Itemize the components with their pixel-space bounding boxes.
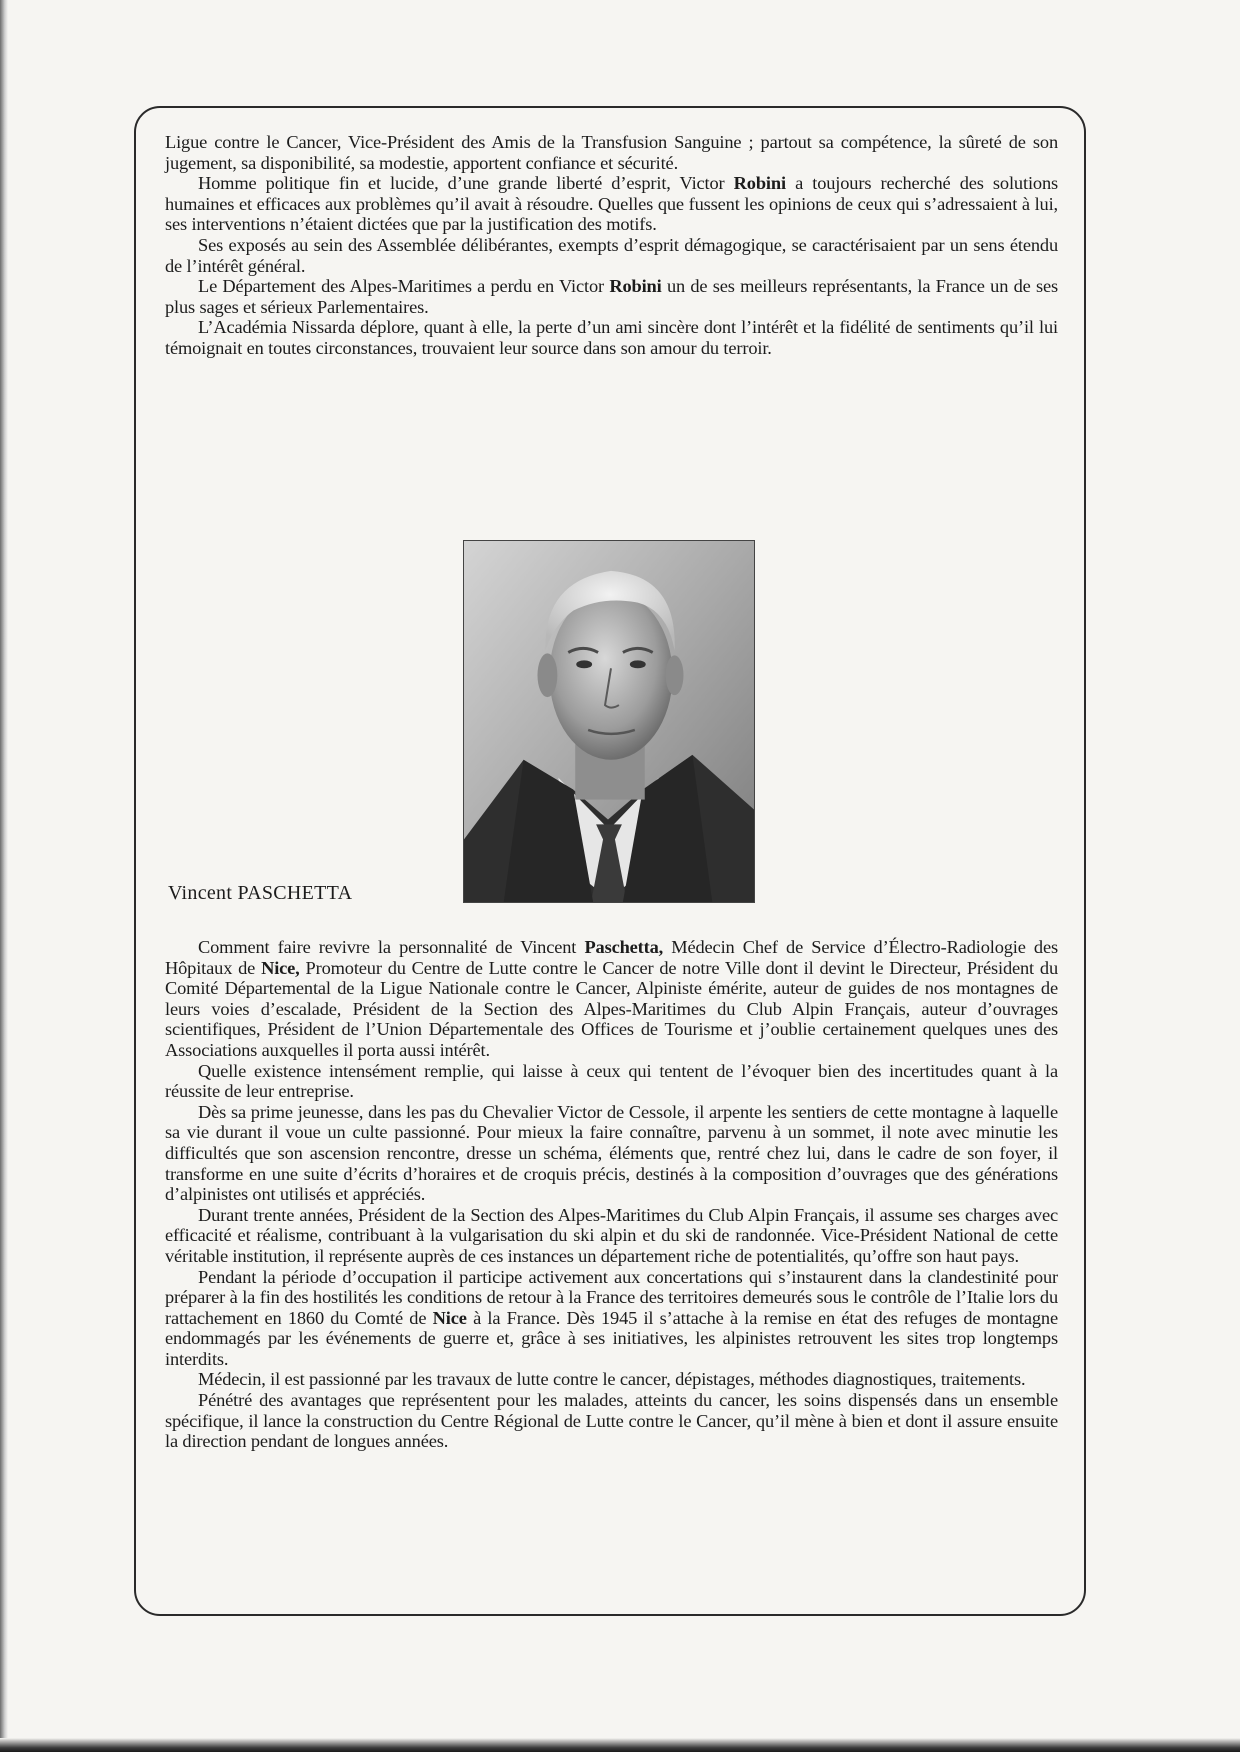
bold-name: Robini	[609, 276, 662, 297]
text-run: a toujours recherché des solutions humaines et efficaces aux problèmes qu’il avait à résoudre. Quelles que fussent les opinions de ceux qui s’adressaient à lui, ses interventions n’étaient dictées que par la justification des motifs.	[165, 173, 1058, 235]
text-run: Ses exposés au sein des Assemblée délibérantes, exempts d’esprit démagogique, se caractérisaient par un sens étendu de l’intérêt général.	[165, 234, 1058, 276]
text-run: Durant trente années, Président de la Section des Alpes-Maritimes du Club Alpin Français, il assume ses charges avec efficacité et réalisme, contribuant à la vulgarisation du ski alpin et du ski de randonnée. Vice-Président National de cette véritable institution, il représente auprès de ces instances un département riche de potentialités, qu’offre son haut pays.	[165, 1204, 1058, 1266]
paragraph	[165, 173, 1058, 235]
text-run: Homme politique fin et lucide, d’une grande liberté d’esprit, Victor	[198, 173, 734, 194]
text-block-top	[165, 132, 1058, 359]
bold-name: Nice	[432, 1307, 467, 1328]
paragraph	[165, 276, 1058, 317]
text-block-bottom	[165, 937, 1058, 1452]
paragraph	[165, 235, 1058, 276]
paragraph	[165, 1267, 1058, 1370]
text-run: un de ses meilleurs représentants, la France un de ses plus sages et sérieux Parlementaires.	[165, 276, 1058, 317]
bold-name: Robini	[733, 173, 786, 194]
paragraph	[165, 1102, 1058, 1205]
text-run: Ligue contre le Cancer, Vice-Président des Amis de la Transfusion Sanguine ; partout sa compétence, la sûreté de son jugement, sa disponibilité, sa modestie, apportent confiance et sécurité.	[165, 132, 1058, 173]
text-run: à la France. Dès 1945 il s’attache à la remise en état des refuges de montagne endommagés par les événements de guerre et, grâce à ses initiatives, les alpinistes retrouvent les sites trop longtemps interdits.	[165, 1307, 1058, 1369]
bold-name: Nice,	[261, 957, 300, 978]
scan-edge-left	[0, 0, 8, 1752]
text-run: L’Académia Nissarda déplore, quant à elle, la perte d’un ami sincère dont l’intérêt et la fidélité de sentiments qu’il lui témoignait en toutes circonstances, trouvaient leur source dans son amour du terroir.	[165, 317, 1058, 358]
text-run: Quelle existence intensément remplie, qui laisse à ceux qui tentent de l’évoquer bien des incertitudes quant à la réussite de leur entreprise.	[165, 1060, 1058, 1102]
text-run: Pénétré des avantages que représentent pour les malades, atteints du cancer, les soins dispensés dans un ensemble spécifique, il lance la construction du Centre Régional de Lutte contre le Cancer, qu’il mène à bien et dont il assure ensuite la direction pendant de longues années.	[165, 1390, 1058, 1452]
bold-name: Paschetta,	[584, 937, 664, 957]
text-run: Promoteur du Centre de Lutte contre le Cancer de notre Ville dont il devint le Directeur, Président du Comité Départemental de la Ligue Nationale contre le Cancer, Alpiniste émérite, auteur de guides de nos montagnes de leurs voies d’escalade, Président de la Section des Alpes-Maritimes du Club Alpin Français, auteur d’ouvrages scientifiques, Président de l’Union Départementale des Offices de Tourisme et j’oublie certainement quelques unes des Associations auxquelles il porta aussi intérêt.	[165, 957, 1058, 1060]
text-run: Le Département des Alpes-Maritimes a perdu en Victor	[198, 276, 610, 297]
scan-edge-bottom	[0, 1738, 1240, 1752]
portrait-photo	[463, 540, 755, 903]
portrait-heading: Vincent PASCHETTA	[168, 882, 353, 904]
paragraph	[165, 317, 1058, 358]
paragraph	[165, 1390, 1058, 1452]
text-run: Médecin, il est passionné par les travaux de lutte contre le cancer, dépistages, méthodes diagnostiques, traitements.	[198, 1369, 1026, 1390]
paragraph	[165, 1061, 1058, 1102]
text-run: Pendant la période d’occupation il participe activement aux concertations qui s’instaurent dans la clandestinité pour préparer à la fin des hostilités les conditions de retour à la France des territoires demeurés sous le contrôle de l’Italie lors du rattachement en 1860 du Comté de	[165, 1266, 1058, 1328]
text-run: Médecin Chef de Service d’Électro-Radiologie des Hôpitaux de	[165, 937, 1059, 978]
paragraph	[165, 937, 1058, 1061]
paragraph	[165, 1369, 1058, 1390]
paragraph	[165, 132, 1058, 173]
text-run: Comment faire revivre la personnalité de Vincent	[198, 937, 585, 957]
paragraph	[165, 1205, 1058, 1267]
text-run: Dès sa prime jeunesse, dans les pas du Chevalier Victor de Cessole, il arpente les sentiers de cette montagne à laquelle sa vie durant il voue un culte passionné. Pour mieux la faire connaître, parvenu à un sommet, il note avec minutie les difficultés que son ascension rencontre, dresse un schéma, éléments que, rentré chez lui, dans le cadre de son foyer, il transforme en une suite d’écrits d’horaires et de croquis précis, destinés à la composition d’ouvrages que des générations d’alpinistes ont utilisés et appréciés.	[165, 1101, 1058, 1205]
